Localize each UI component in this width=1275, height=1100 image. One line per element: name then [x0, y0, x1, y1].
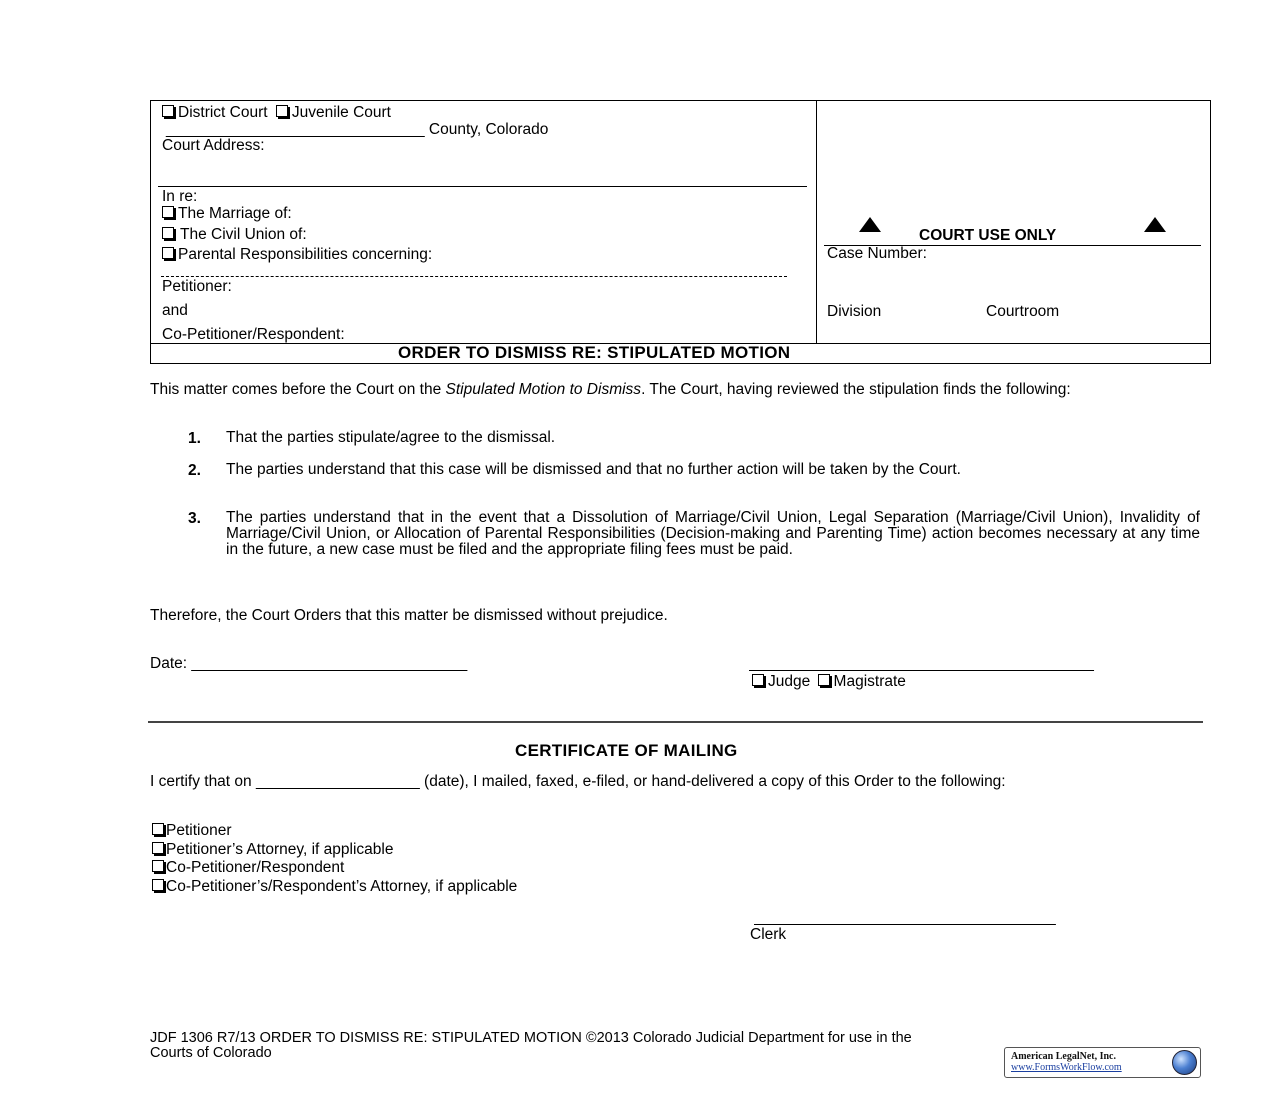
certificate-title: CERTIFICATE OF MAILING	[515, 741, 738, 760]
court-use-only-label: COURT USE ONLY	[919, 227, 1057, 244]
district-court-checkbox[interactable]	[162, 105, 174, 117]
juvenile-court-label: Juvenile Court	[291, 104, 391, 121]
courtroom-label: Courtroom	[986, 303, 1060, 320]
item-3-number: 3.	[188, 510, 201, 527]
recipient-co-petitioner-attorney	[152, 878, 517, 896]
triangle-right-icon	[1144, 217, 1166, 232]
civil-union-checkbox[interactable]	[162, 227, 174, 239]
co-petitioner-label: Co-Petitioner/Respondent:	[162, 326, 345, 343]
item-1-text: That the parties stipulate/agree to the dismissal.	[226, 429, 556, 446]
juvenile-court-checkbox[interactable]	[276, 105, 288, 117]
footer-line-1: JDF 1306 R7/13 ORDER TO DISMISS RE: STIPULATED MOTION ©2013 Colorado Judicial Department for use in the	[150, 1030, 912, 1046]
recipient-label: Co-Petitioner’s/Respondent’s Attorney, if applicable	[166, 878, 518, 895]
marriage-label: The Marriage of:	[178, 205, 292, 222]
item-2-number: 2.	[188, 462, 201, 479]
clerk-signature-line[interactable]: ___________________________________	[754, 909, 1056, 926]
recipient-label: Petitioner’s Attorney, if applicable	[166, 841, 394, 858]
globe-icon	[1172, 1050, 1197, 1075]
legalnet-logo[interactable]	[1004, 1047, 1201, 1078]
co-petitioner-attorney-checkbox[interactable]	[152, 879, 164, 891]
co-petitioner-checkbox[interactable]	[152, 860, 164, 872]
item-2-text: The parties understand that this case will be dismissed and that no further action will be taken by the Court.	[226, 461, 961, 478]
court-address-label: Court Address:	[162, 137, 265, 154]
in-re-label: In re:	[162, 188, 198, 205]
item-3-text: The parties understand that in the event that a Dissolution of Marriage/Civil Union, Legal Separation (Marriage/Civil Union), Invalidity of Marriage/Civil Union, or Allocation of Parental Responsibilities (Decision-making and Parenting Time) action becomes necessary at any time in the future, a new case must be filed and the appropriate filing fees must be paid.	[226, 509, 1200, 558]
civil-union-row	[162, 226, 307, 244]
magistrate-label: Magistrate	[833, 673, 906, 690]
recipient-label: Co-Petitioner/Respondent	[166, 859, 345, 876]
item-1-number: 1.	[188, 430, 201, 447]
caption-vertical-divider	[816, 100, 817, 343]
judge-signature-line[interactable]: ________________________________________	[749, 655, 1094, 672]
parties-rule	[161, 276, 787, 277]
clerk-label: Clerk	[750, 926, 787, 943]
parental-label: Parental Responsibilities concerning:	[178, 246, 433, 263]
intro-motion-title: Stipulated Motion to Dismiss	[445, 381, 642, 398]
and-label: and	[162, 302, 188, 319]
court-type-row	[162, 104, 391, 122]
date-label: Date:	[150, 655, 192, 672]
recipient-label: Petitioner	[166, 822, 232, 839]
therefore-text: Therefore, the Court Orders that this matter be dismissed without prejudice.	[150, 607, 668, 624]
judge-label: Judge	[768, 673, 811, 690]
marriage-row	[162, 205, 292, 223]
triangle-left-icon	[859, 217, 881, 232]
parental-row	[162, 246, 432, 264]
intro-pre: This matter comes before the Court on the	[150, 381, 446, 398]
logo-url[interactable]: www.FormsWorkFlow.com	[1011, 1062, 1122, 1073]
civil-union-label: The Civil Union of:	[180, 226, 307, 243]
petitioner-attorney-checkbox[interactable]	[152, 842, 164, 854]
district-court-label: District Court	[178, 104, 268, 121]
form-title: ORDER TO DISMISS RE: STIPULATED MOTION	[398, 343, 791, 362]
magistrate-checkbox[interactable]	[818, 674, 830, 686]
parental-checkbox[interactable]	[162, 247, 174, 259]
judge-magistrate-row	[752, 673, 906, 691]
footer-line-2: Courts of Colorado	[150, 1045, 272, 1061]
judge-checkbox[interactable]	[752, 674, 764, 686]
county-line: ______________________________ County, Colorado	[166, 121, 549, 138]
marriage-checkbox[interactable]	[162, 206, 174, 218]
logo-company-name: American LegalNet, Inc.	[1011, 1051, 1116, 1062]
section-divider	[148, 721, 1203, 723]
intro-paragraph	[150, 382, 1200, 398]
date-row	[150, 655, 467, 673]
address-rule	[158, 186, 807, 187]
case-number-label: Case Number:	[827, 245, 927, 262]
division-label: Division	[827, 303, 882, 320]
recipient-petitioner-attorney	[152, 841, 393, 859]
intro-post: . The Court, having reviewed the stipulation finds the following:	[641, 381, 1071, 398]
recipient-co-petitioner	[152, 859, 344, 877]
petitioner-checkbox[interactable]	[152, 823, 164, 835]
certificate-text: I certify that on ___________________ (date), I mailed, faxed, e-filed, or hand-delivered a copy of this Order to the following:	[150, 773, 1006, 790]
date-field[interactable]: ________________________________	[191, 655, 468, 672]
recipient-petitioner	[152, 822, 231, 840]
petitioner-label: Petitioner:	[162, 278, 232, 295]
